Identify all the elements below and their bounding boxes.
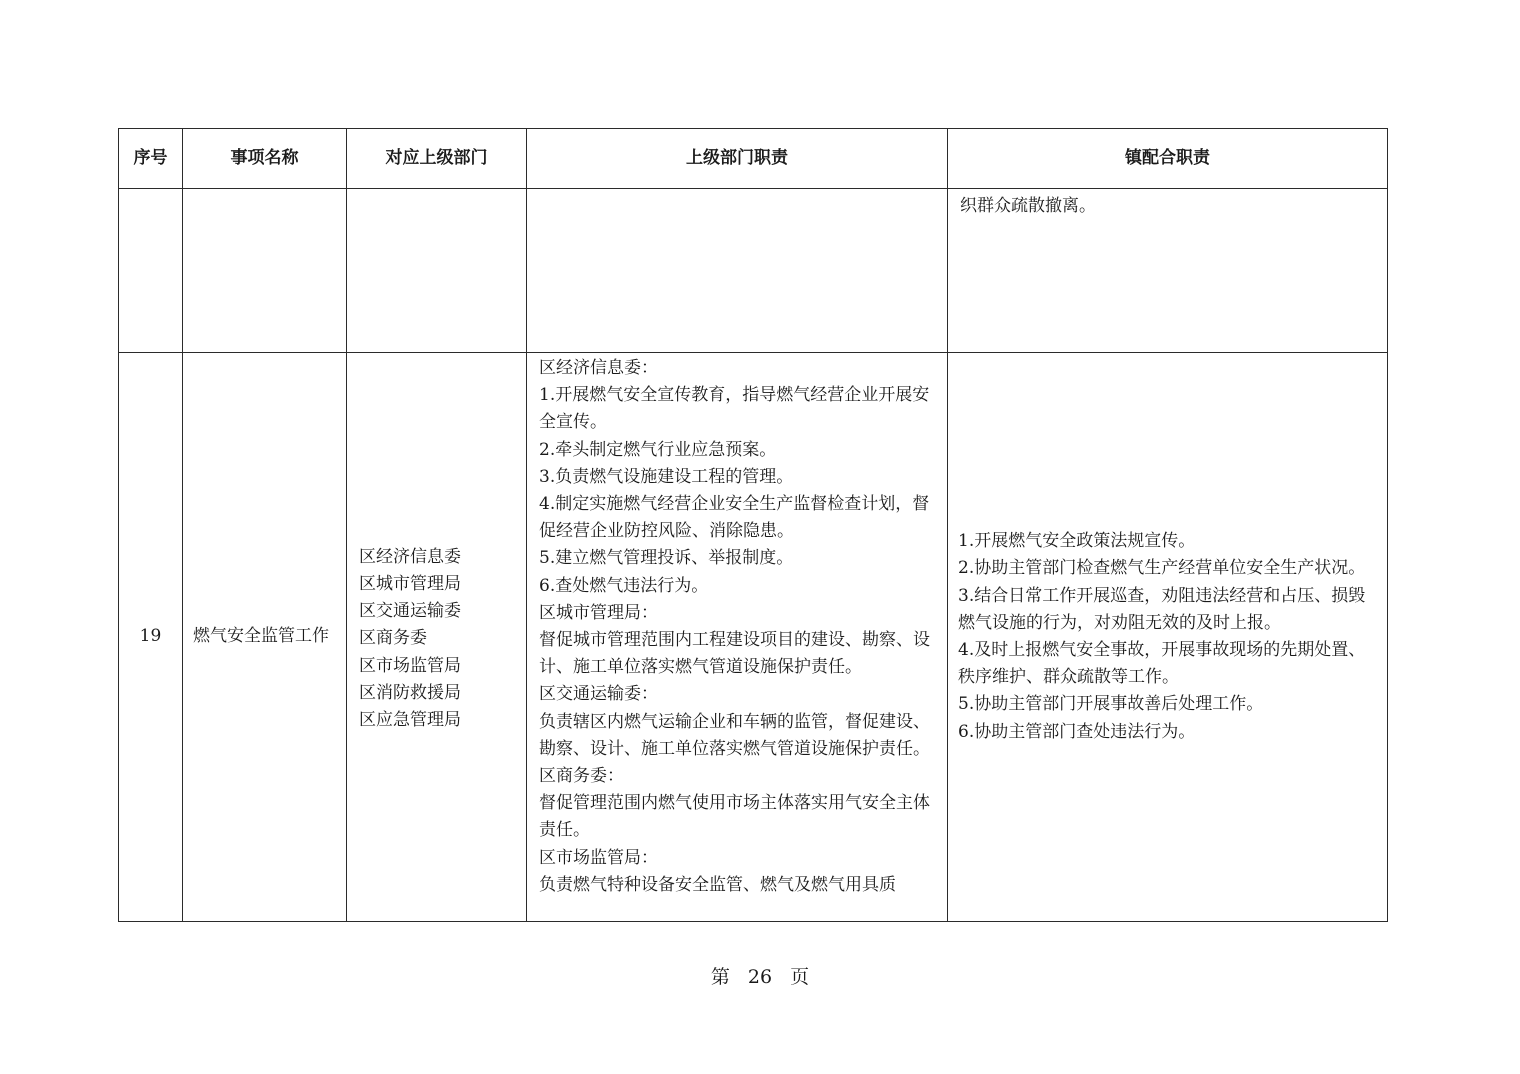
- table-row: [119, 189, 1388, 353]
- header-town-duties: 镇配合职责: [948, 129, 1388, 189]
- item-name-text: 燃气安全监管工作: [193, 626, 329, 647]
- cell-item-name: [183, 189, 347, 353]
- dept-line: 区消防救援局: [359, 682, 461, 703]
- dept-line: 区应急管理局: [359, 710, 461, 730]
- dept-line: 区经济信息委: [359, 546, 461, 567]
- cell-town-duties: [948, 189, 1388, 353]
- dept-line: 区商务委: [359, 628, 427, 649]
- duty-table: [118, 128, 1388, 922]
- cell-index: 19: [119, 353, 183, 922]
- dept-duty-line: 2.牵头制定燃气行业应急预案。: [539, 439, 777, 460]
- dept-duty-line: 区市场监管局：: [539, 847, 658, 868]
- table-row: [119, 353, 1388, 922]
- town-duty-line: 织群众疏散撤离。: [960, 196, 1096, 216]
- town-duty-line: 5.协助主管部门开展事故善后处理工作。: [958, 694, 1264, 715]
- header-index: 序号: [119, 129, 183, 189]
- dept-duty-line: 负责燃气特种设备安全监管、燃气及燃气用具质: [539, 874, 896, 895]
- town-duty-line: 1.开展燃气安全政策法规宣传。: [958, 531, 1196, 552]
- header-superior-duties: 上级部门职责: [527, 129, 948, 189]
- dept-duty-line: 督促城市管理范围内工程建设项目的建设、勘察、设计、施工单位落实燃气管道设施保护责任。: [539, 630, 930, 678]
- dept-duty-line: 3.负责燃气设施建设工程的管理。: [539, 466, 794, 487]
- cell-dept-duties: [527, 353, 948, 922]
- dept-duty-line: 4.制定实施燃气经营企业安全生产监督检查计划，督促经营企业防控风险、消除隐患。: [539, 494, 930, 542]
- dept-duty-line: 6.查处燃气违法行为。: [539, 575, 709, 596]
- town-duty-line: 3.结合日常工作开展巡查，劝阻违法经营和占压、损毁燃气设施的行为，对劝阻无效的及时上报。: [958, 585, 1366, 633]
- dept-duty-line: 区商务委：: [539, 766, 624, 787]
- cell-depts: [347, 189, 527, 353]
- dept-duty-line: 督促管理范围内燃气使用市场主体落实用气安全主体责任。: [539, 793, 930, 841]
- town-duty-line: 4.及时上报燃气安全事故，开展事故现场的先期处置、秩序维护、群众疏散等工作。: [958, 640, 1366, 688]
- town-duty-line: 2.协助主管部门检查燃气生产经营单位安全生产状况。: [958, 558, 1366, 579]
- dept-duty-line: 区交通运输委：: [539, 684, 658, 705]
- dept-duty-line: 1.开展燃气安全宣传教育，指导燃气经营企业开展安全宣传。: [539, 385, 930, 433]
- cell-index: [119, 189, 183, 353]
- town-duty-line: 6.协助主管部门查处违法行为。: [958, 721, 1196, 742]
- header-superior-dept: 对应上级部门: [347, 129, 527, 189]
- dept-duty-line: 负责辖区内燃气运输企业和车辆的监管，督促建设、勘察、设计、施工单位落实燃气管道设施保护责任。: [539, 711, 930, 759]
- dept-duty-line: 区经济信息委：: [539, 358, 658, 378]
- header-item-name: 事项名称: [183, 129, 347, 189]
- cell-dept-duties: [527, 189, 948, 353]
- cell-depts: [347, 353, 527, 922]
- dept-line: 区市场监管局: [359, 655, 461, 676]
- page-label-suffix: 页: [790, 966, 810, 988]
- dept-line: 区交通运输委: [359, 601, 461, 622]
- cell-town-duties: [948, 353, 1388, 922]
- dept-duty-line: 5.建立燃气管理投诉、举报制度。: [539, 548, 794, 569]
- page-label-prefix: 第: [710, 966, 730, 988]
- dept-line: 区城市管理局: [359, 573, 461, 594]
- table-header-row: [119, 129, 1388, 189]
- page-number: 26: [747, 966, 773, 988]
- page-footer: [0, 962, 1520, 989]
- cell-item-name: [183, 353, 347, 922]
- dept-duty-line: 区城市管理局：: [539, 602, 658, 623]
